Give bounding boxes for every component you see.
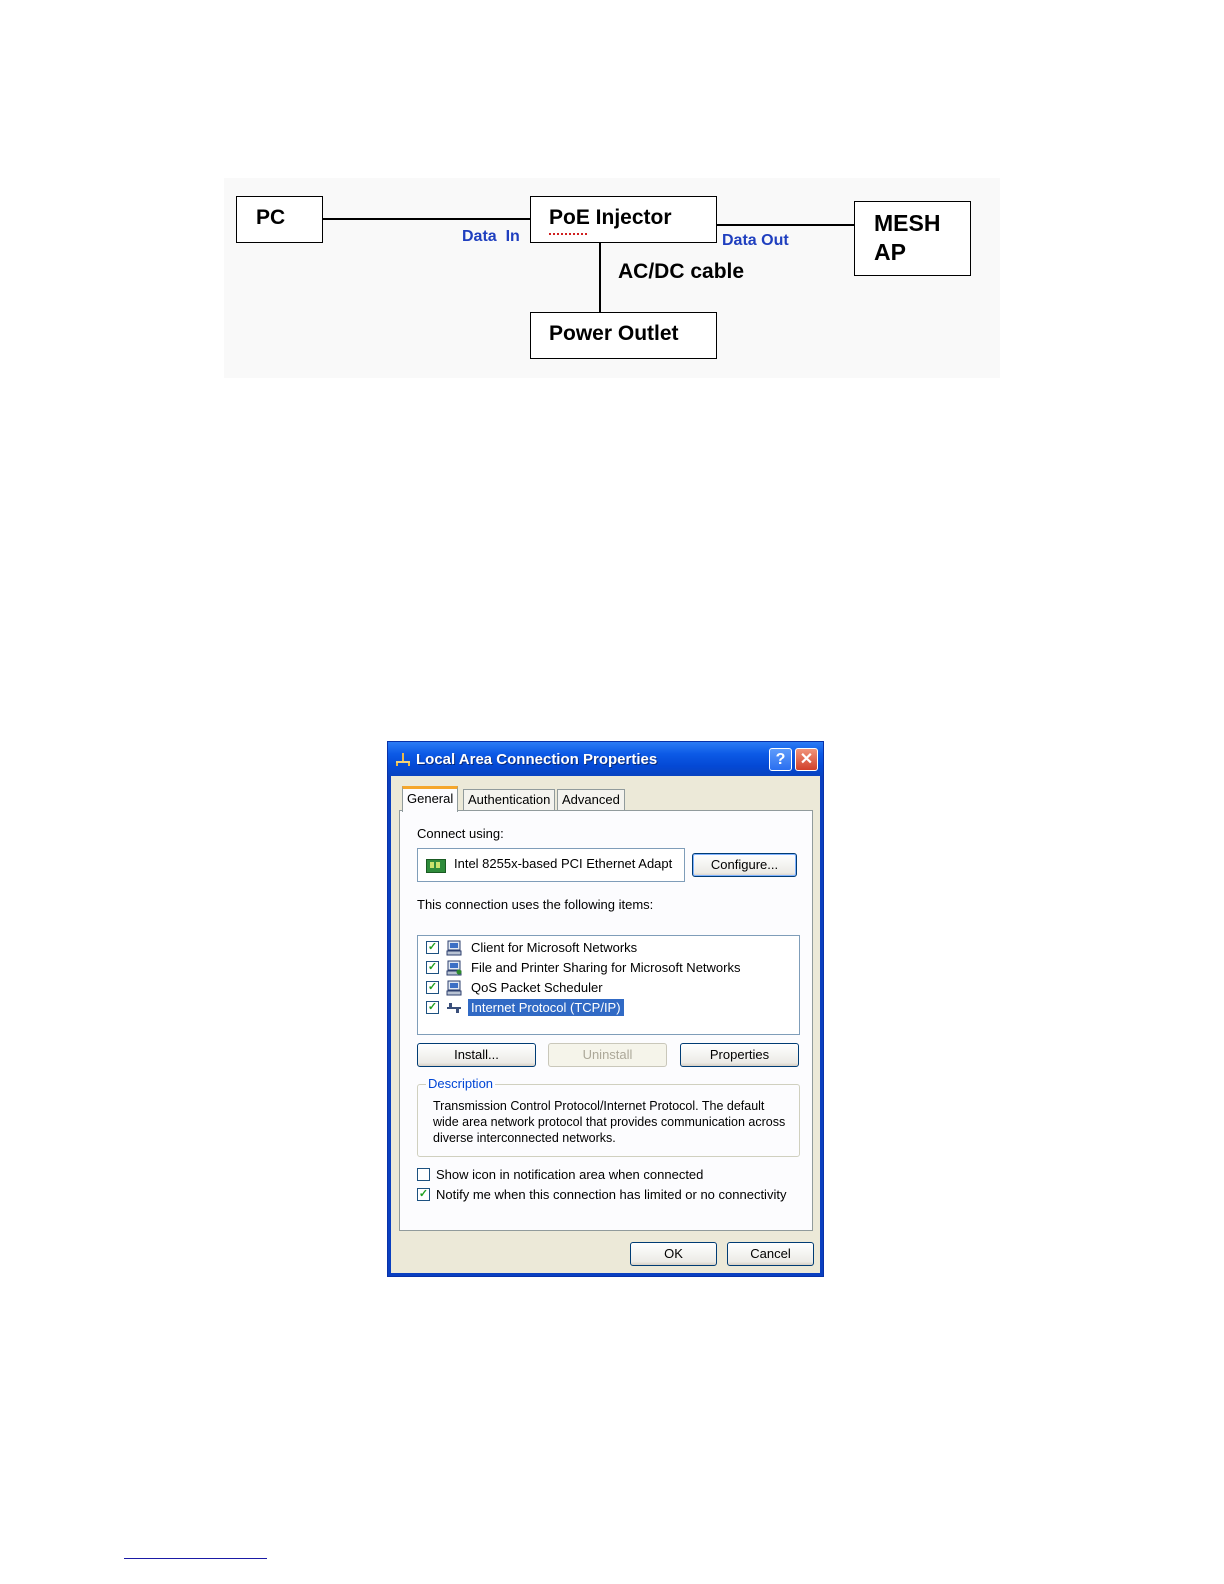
file-printer-sharing-icon [446,960,462,976]
poe-injector-label: PoE Injector [549,206,672,229]
list-item[interactable] [426,958,786,978]
item-checkbox[interactable] [426,941,439,954]
ac-dc-cable-label: AC/DC cable [618,260,745,283]
description-text: Transmission Control Protocol/Internet Protocol. The default wide area network protocol that provides communication across diverse interconnected networks. [433,1099,786,1145]
items-label: This connection uses the following items: [417,897,654,912]
uninstall-button[interactable]: Uninstall [548,1043,667,1067]
tab-authentication[interactable]: Authentication [463,789,555,811]
components-list[interactable] [417,935,800,1035]
show-icon-checkbox[interactable] [417,1168,430,1181]
item-checkbox[interactable] [426,1001,439,1014]
item-checkbox[interactable] [426,961,439,974]
network-client-icon [446,940,462,956]
cancel-button[interactable]: Cancel [727,1242,814,1266]
tab-advanced[interactable]: Advanced [557,789,625,811]
ap-label: AP [874,239,906,265]
poe-connection-diagram [224,178,1000,378]
adapter-name: Intel 8255x-based PCI Ethernet Adapt [454,856,673,871]
data-out-label: Data Out [722,232,789,249]
dialog-title: Local Area Connection Properties [416,751,658,768]
data-in-label: Data In [462,228,520,245]
connect-using-label: Connect using: [417,826,504,841]
footnote-separator [124,1558,267,1559]
adapter-field[interactable] [417,848,685,882]
item-checkbox[interactable] [426,981,439,994]
general-tab-panel [399,810,813,1231]
notify-checkbox[interactable] [417,1188,430,1201]
install-button[interactable]: Install... [417,1043,536,1067]
local-area-connection-dialog [387,741,824,1277]
mesh-ap-box [854,201,971,276]
power-outlet-label: Power Outlet [549,322,679,345]
notify-label: Notify me when this connection has limited or no connectivity [436,1187,787,1202]
list-item[interactable] [426,978,786,998]
protocol-icon [446,1000,462,1016]
list-item[interactable] [426,998,786,1018]
pc-box [236,196,323,243]
item-label: Internet Protocol (TCP/IP) [468,999,624,1016]
power-outlet-box [530,312,717,359]
close-button[interactable]: ✕ [795,748,818,771]
item-label: File and Printer Sharing for Microsoft Networks [471,960,741,975]
description-group [417,1076,800,1157]
injector-mesh-line [716,224,854,226]
injector-power-line [599,242,601,312]
pc-injector-line [322,218,530,220]
description-title: Description [428,1076,494,1091]
mesh-label: MESH [874,210,941,236]
network-adapter-icon [426,859,446,873]
configure-button[interactable]: Configure... [692,853,797,877]
item-label: Client for Microsoft Networks [471,940,638,955]
list-item[interactable] [426,938,786,958]
title-bar[interactable] [388,742,823,776]
qos-scheduler-icon [446,980,462,996]
tab-general[interactable]: General [402,786,458,812]
help-button[interactable]: ? [769,748,792,771]
network-connection-icon [395,751,411,767]
properties-button[interactable]: Properties [680,1043,799,1067]
spellcheck-underline [549,231,587,235]
poe-injector-box [530,196,717,243]
dialog-client-area [391,776,820,1273]
ok-button[interactable]: OK [630,1242,717,1266]
show-icon-label: Show icon in notification area when connected [436,1167,704,1182]
pc-label: PC [256,206,286,229]
item-label: QoS Packet Scheduler [471,980,603,995]
